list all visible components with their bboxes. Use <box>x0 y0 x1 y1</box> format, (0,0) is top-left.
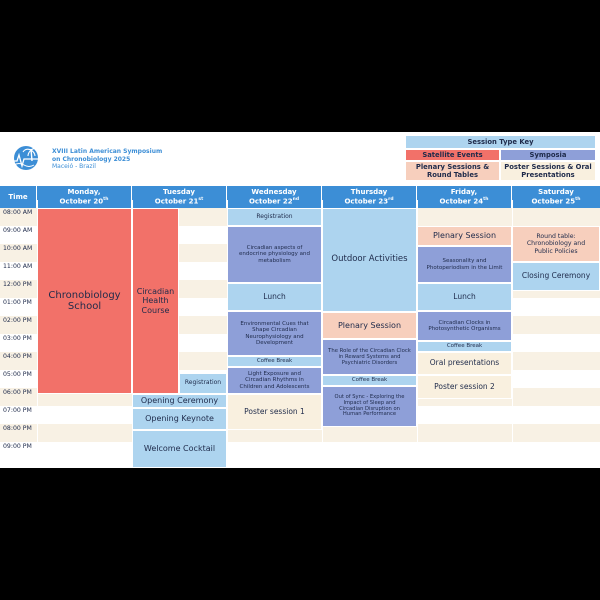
event-poster-session: Poster session 2 <box>417 375 512 399</box>
palm-wave-logo-icon <box>9 145 49 171</box>
event-coffee-break: Coffee Break <box>227 356 322 367</box>
event-coffee-break: Coffee Break <box>322 375 417 386</box>
event-oral-presentations: Oral presentations <box>417 352 512 375</box>
key-poster: Poster Sessions & Oral Presentations <box>500 161 596 181</box>
event-symposium: The Role of the Circadian Clock in Reward Systems and Psychiatric Disorders <box>322 339 417 375</box>
time-label: 11:00 AM <box>3 263 33 270</box>
event-symposium: Light Exposure and Circadian Rhythms in Children and Adolescents <box>227 367 322 394</box>
key-satellite: Satellite Events <box>405 149 500 161</box>
day-name: Monday, <box>67 188 101 197</box>
event-poster-session: Poster session 1 <box>227 394 322 430</box>
header-day-monday: Monday, October 20th <box>37 186 132 208</box>
title-line-1: XVIII Latin American Symposium <box>52 148 163 155</box>
key-plenary: Plenary Sessions & Round Tables <box>405 161 500 181</box>
time-label: 09:00 PM <box>3 443 32 450</box>
day-date: October 20 <box>59 197 104 206</box>
time-label: 07:00 PM <box>3 407 32 414</box>
event-symposium: Circadian aspects of endocrine physiology and metabolism <box>227 226 322 283</box>
event-coffee-break: Coffee Break <box>417 341 512 352</box>
event-registration: Registration <box>227 208 322 226</box>
symposium-title <box>52 148 202 171</box>
time-label: 05:00 PM <box>3 371 32 378</box>
location: Maceió - Brazil <box>52 163 96 170</box>
event-symposium: Out of Sync - Exploring the Impact of Sleep and Circadian Disruption on Human Performance <box>322 386 417 427</box>
header-time: Time <box>0 186 37 208</box>
day-name: Tuesday <box>163 188 195 197</box>
header-day-saturday: Saturday October 25th <box>512 186 600 208</box>
day-name: Saturday <box>538 188 574 197</box>
key-symposia: Symposia <box>500 149 596 161</box>
day-name: Thursday <box>350 188 388 197</box>
time-label: 06:00 PM <box>3 389 32 396</box>
event-opening-keynote: Opening Keynote <box>132 408 227 430</box>
event-opening-ceremony: Opening Ceremony <box>132 394 227 408</box>
header-day-thursday: Thursday October 23rd <box>322 186 417 208</box>
event-lunch: Lunch <box>417 283 512 311</box>
event-symposium: Circadian Clocks in Photosynthetic Organisms <box>417 311 512 341</box>
event-plenary-session: Plenary Session <box>417 226 512 246</box>
time-label: 08:00 PM <box>3 425 32 432</box>
header-day-wednesday: Wednesday October 22nd <box>227 186 322 208</box>
header-day-tuesday: Tuesday October 21st <box>132 186 227 208</box>
event-symposium: Environmental Cues that Shape Circadian Neurophysiology and Development <box>227 311 322 356</box>
day-date: October 22 <box>248 197 293 206</box>
time-label: 08:00 AM <box>3 209 33 216</box>
time-label: 12:00 PM <box>3 281 32 288</box>
event-outdoor-activities: Outdoor Activities <box>322 208 417 312</box>
header-day-friday: Friday, October 24th <box>417 186 512 208</box>
event-round-table: Round table: Chronobiology and Public Policies <box>512 226 600 262</box>
grid-row <box>0 442 600 460</box>
day-date: October 21 <box>154 197 199 206</box>
event-lunch: Lunch <box>227 283 322 311</box>
key-title: Session Type Key <box>405 135 596 149</box>
day-date: October 24 <box>439 197 484 206</box>
event-welcome-cocktail: Welcome Cocktail <box>132 430 227 468</box>
schedule-sheet <box>0 132 600 468</box>
title-line-2: on Chronobiology 2025 <box>52 155 131 163</box>
event-chronobiology-school: Chronobiology School <box>37 208 132 394</box>
event-closing-ceremony: Closing Ceremony <box>512 262 600 291</box>
time-label: 01:00 PM <box>3 299 32 306</box>
time-label: 10:00 AM <box>3 245 33 252</box>
day-name: Wednesday <box>251 188 297 197</box>
day-date: October 25 <box>531 197 576 206</box>
symposium-logo <box>9 145 49 171</box>
time-label: 02:00 PM <box>3 317 32 324</box>
time-label: 04:00 PM <box>3 353 32 360</box>
time-label: 03:00 PM <box>3 335 32 342</box>
day-name: Friday, <box>450 188 478 197</box>
event-plenary-session: Plenary Session <box>322 312 417 339</box>
time-label: 09:00 AM <box>3 227 33 234</box>
day-date: October 23 <box>344 197 389 206</box>
event-registration: Registration <box>179 373 227 394</box>
event-symposium: Seasonality and Photoperiodism in the Limit <box>417 246 512 283</box>
event-circadian-health-course: Circadian Health Course <box>132 208 179 394</box>
